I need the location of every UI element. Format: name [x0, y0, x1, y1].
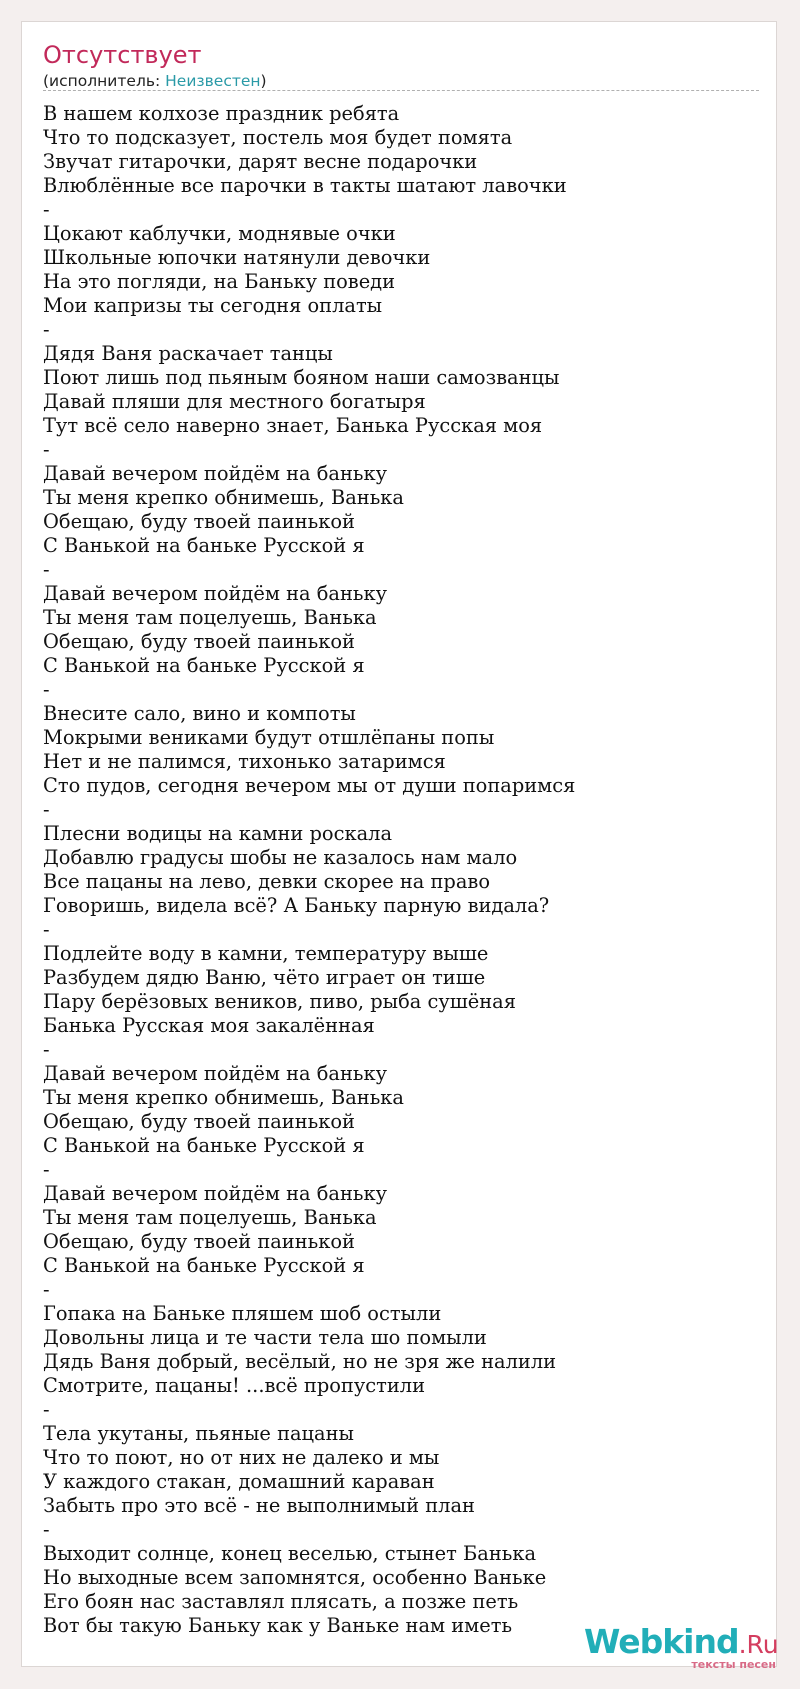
lyric-line: Цокают каблучки, моднявые очки: [43, 222, 396, 245]
lyric-line: Говоришь, видела всё? А Баньку парную видала?: [43, 894, 550, 917]
lyric-line: Звучат гитарочки, дарят весне подарочки: [43, 150, 478, 173]
lyric-line: Дядь Ваня добрый, весёлый, но не зря же налили: [43, 1350, 557, 1373]
lyric-line: С Ванькой на баньке Русской я: [43, 1134, 365, 1157]
lyric-line: Что то поют, но от них не далеко и мы: [43, 1446, 440, 1469]
lyrics-text: [43, 102, 575, 1638]
verse-separator: -: [43, 918, 50, 941]
performer-line: [43, 72, 267, 90]
lyric-line: Подлейте воду в камни, температуру выше: [43, 942, 489, 965]
lyric-line: Банька Русская моя закалённая: [43, 1014, 375, 1037]
lyric-line: Ты меня там поцелуешь, Ванька: [43, 606, 377, 629]
lyrics-card: [21, 21, 779, 1671]
title-divider: [43, 90, 759, 91]
lyric-line: Ты меня крепко обнимешь, Ванька: [43, 1086, 404, 1109]
song-title: Отсутствует: [43, 41, 202, 69]
lyric-line: Обещаю, буду твоей паинькой: [43, 510, 355, 533]
lyric-line: Что то подсказует, постель моя будет помята: [43, 126, 513, 149]
lyric-line: Ты меня там поцелуешь, Ванька: [43, 1206, 377, 1229]
verse-separator: -: [43, 1398, 50, 1421]
lyric-line: Довольны лица и те части тела шо помыли: [43, 1326, 487, 1349]
lyric-line: В нашем колхозе праздник ребята: [43, 102, 400, 125]
lyric-line: Сто пудов, сегодня вечером мы от души попаримся: [43, 774, 576, 797]
lyric-line: С Ванькой на баньке Русской я: [43, 654, 365, 677]
lyric-line: Давай вечером пойдём на баньку: [43, 462, 387, 485]
logo-wordmark: [584, 1622, 779, 1661]
lyric-line: Внесите сало, вино и компоты: [43, 702, 356, 725]
verse-separator: -: [43, 438, 50, 461]
lyric-line: С Ванькой на баньке Русской я: [43, 1254, 365, 1277]
logo-tld: .Ru: [738, 1630, 779, 1659]
lyric-line: Давай вечером пойдём на баньку: [43, 1182, 387, 1205]
lyric-line: Давай пляши для местного богатыря: [43, 390, 426, 413]
lyric-line: Вот бы такую Баньку как у Ваньке нам иметь: [43, 1614, 513, 1637]
verse-separator: -: [43, 1038, 50, 1061]
verse-separator: -: [43, 1158, 50, 1181]
lyric-line: Гопака на Баньке пляшем шоб остыли: [43, 1302, 442, 1325]
lyric-line: Ты меня крепко обнимешь, Ванька: [43, 486, 404, 509]
lyric-line: Мокрыми вениками будут отшлёпаны попы: [43, 726, 495, 749]
verse-separator: -: [43, 1278, 50, 1301]
lyric-line: С Ванькой на баньке Русской я: [43, 534, 365, 557]
lyric-line: Тела укутаны, пьяные пацаны: [43, 1422, 354, 1445]
lyric-line: Выходит солнце, конец веселью, стынет Банька: [43, 1542, 537, 1565]
lyric-line: Нет и не палимся, тихонько затаримся: [43, 750, 446, 773]
lyric-line: Влюблённые все парочки в такты шатают лавочки: [43, 174, 567, 197]
lyric-line: На это погляди, на Баньку поведи: [43, 270, 396, 293]
lyric-line: Обещаю, буду твоей паинькой: [43, 1230, 355, 1253]
verse-separator: -: [43, 1518, 50, 1541]
performer-suffix: ): [260, 72, 267, 90]
lyric-line: Мои капризы ты сегодня оплаты: [43, 294, 383, 317]
lyric-line: Давай вечером пойдём на баньку: [43, 1062, 387, 1085]
lyric-line: Плесни водицы на камни роскала: [43, 822, 393, 845]
lyric-line: Забыть про это всё - не выполнимый план: [43, 1494, 475, 1517]
lyric-line: Смотрите, пацаны! ...всё пропустили: [43, 1374, 426, 1397]
verse-separator: -: [43, 318, 50, 341]
lyric-line: Его боян нас заставлял плясать, а позже петь: [43, 1590, 519, 1613]
verse-separator: -: [43, 678, 50, 701]
site-logo[interactable]: [584, 1622, 784, 1670]
lyric-line: Обещаю, буду твоей паинькой: [43, 1110, 355, 1133]
lyric-line: Все пацаны на лево, девки скорее на право: [43, 870, 490, 893]
lyric-line: Дядя Ваня раскачает танцы: [43, 342, 333, 365]
lyric-line: Пару берёзовых веников, пиво, рыба сушёная: [43, 990, 516, 1013]
lyric-line: Обещаю, буду твоей паинькой: [43, 630, 355, 653]
performer-link[interactable]: Неизвестен: [165, 72, 261, 90]
lyric-line: Школьные юпочки натянули девочки: [43, 246, 431, 269]
logo-main-text: Webkind: [584, 1622, 739, 1661]
lyric-line: Давай вечером пойдём на баньку: [43, 582, 387, 605]
lyric-line: Поют лишь под пьяным бояном наши самозванцы: [43, 366, 560, 389]
logo-tagline: тексты песен: [691, 1658, 776, 1671]
lyric-line: Разбудем дядю Ваню, чёто играет он тише: [43, 966, 486, 989]
lyric-line: Тут всё село наверно знает, Банька Русская моя: [43, 414, 543, 437]
lyric-line: Добавлю градусы шобы не казалось нам мало: [43, 846, 518, 869]
lyric-line: У каждого стакан, домашний караван: [43, 1470, 435, 1493]
lyric-line: Но выходные всем запомнятся, особенно Ваньке: [43, 1566, 547, 1589]
performer-prefix: (исполнитель:: [43, 72, 166, 90]
verse-separator: -: [43, 798, 50, 821]
verse-separator: -: [43, 198, 50, 221]
verse-separator: -: [43, 558, 50, 581]
